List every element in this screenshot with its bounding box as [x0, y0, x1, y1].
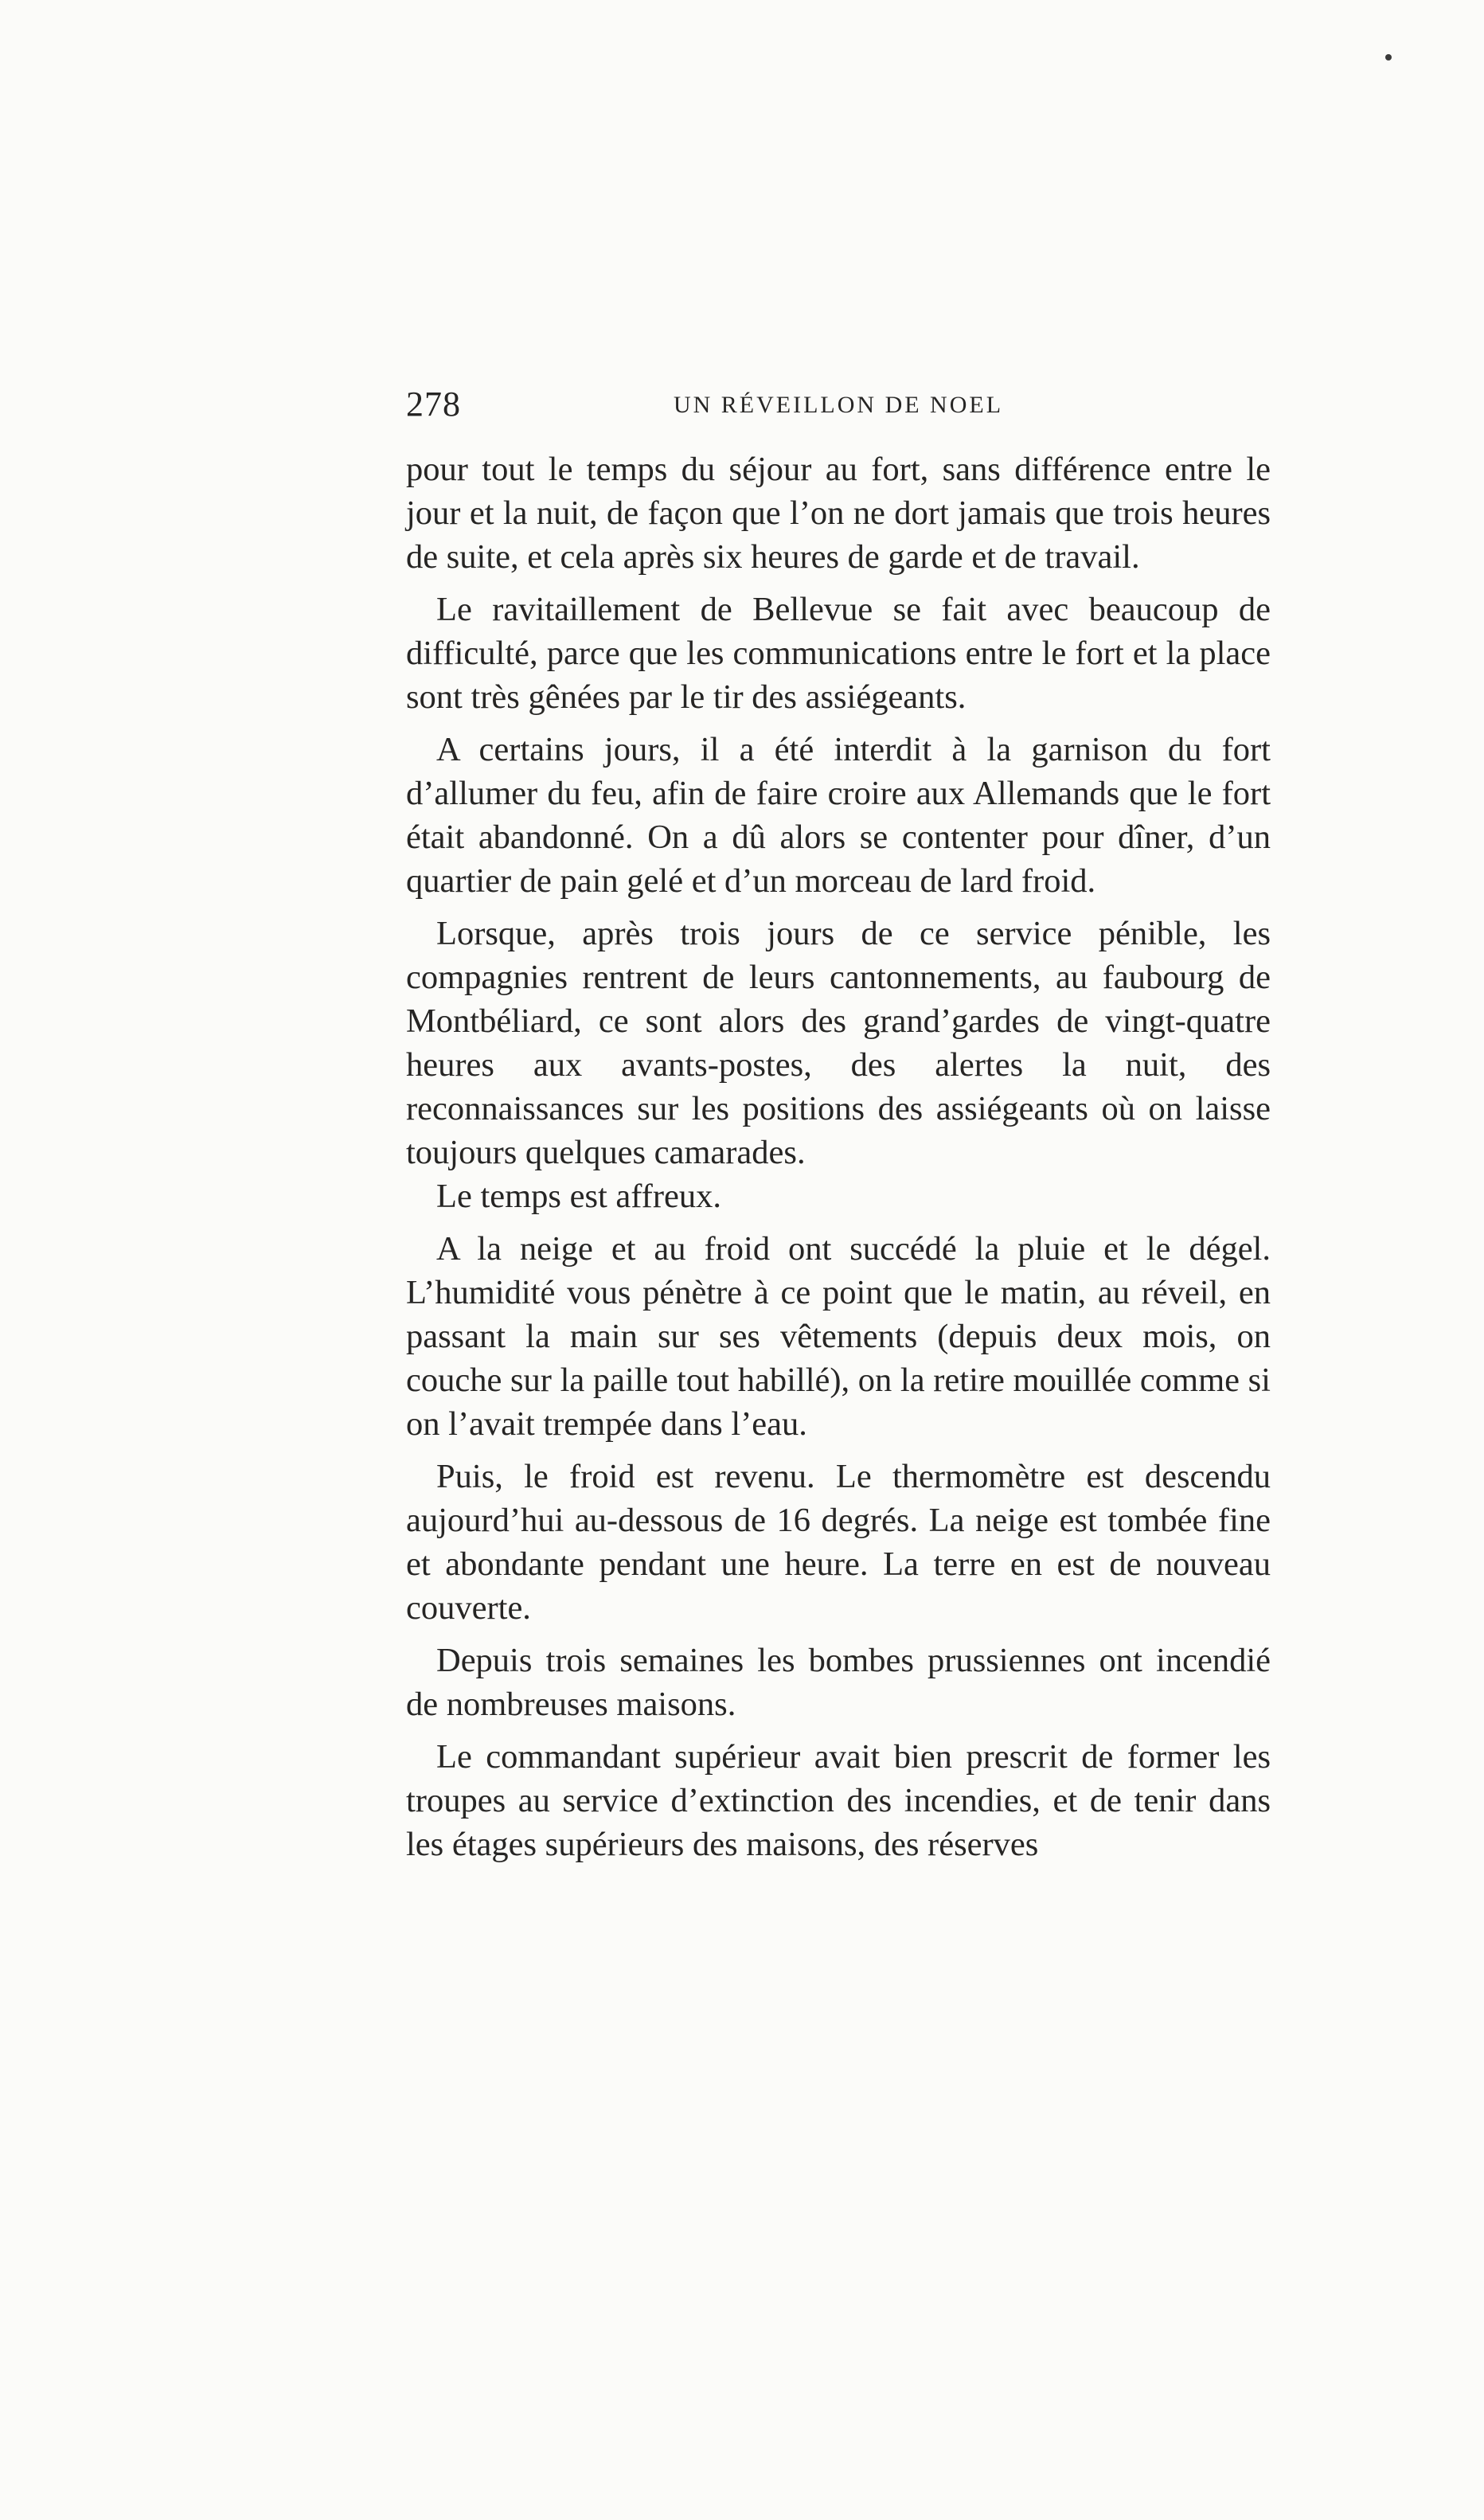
paragraph: Le temps est affreux.: [436, 1178, 721, 1215]
paragraph: A certains jours, il a été interdit à la garnison du fort d’allumer du feu, afin de faire croire aux Allemands que le fort était abandonné. On a dû alors se contenter pour dîner, d’un quartier de pain gelé et d’un morceau de lard froid.: [406, 731, 1271, 900]
paragraph: Le commandant supérieur avait bien prescrit de former les troupes au service d’extinction des incendies, et de tenir dans les étages supérieurs des maisons, des réserves: [406, 1738, 1271, 1863]
paragraph: Depuis trois semaines les bombes prussiennes ont incendié de nombreuses maisons.: [406, 1642, 1271, 1723]
page-header: [406, 381, 1271, 428]
paragraph: Lorsque, après trois jours de ce service pénible, les compagnies rentrent de leurs cantonnements, au faubourg de Montbéliard, ce sont alors des grand’gardes de vingt-quatre heures aux avants-postes, des alertes la nuit, des reconnaissances sur les positions des assiégeants où on laisse toujours quelques camarades.: [406, 915, 1271, 1171]
running-title: UN RÉVEILLON DE NOEL: [673, 392, 1004, 418]
page-speck: [1385, 54, 1392, 61]
page-number: 278: [406, 385, 461, 424]
paragraph: Le ravitaillement de Bellevue se fait avec beaucoup de difficulté, parce que les communications entre le fort et la place sont très gênées par le tir des assiégeants.: [406, 591, 1271, 716]
paragraph: A la neige et au froid ont succédé la pluie et le dégel. L’humidité vous pénètre à ce point que le matin, au réveil, en passant la main sur ses vêtements (depuis deux mois, on couche sur la paille tout habillé), on la retire mouillée comme si on l’avait trempée dans l’eau.: [406, 1230, 1271, 1443]
paragraph: Puis, le froid est revenu. Le thermomètre est descendu aujourd’hui au-dessous de 16 degrés. La neige est tombée fine et abondante pendant une heure. La terre en est de nouveau couverte.: [406, 1458, 1271, 1627]
paragraph: pour tout le temps du séjour au fort, sans différence entre le jour et la nuit, de façon que l’on ne dort jamais que trois heures de suite, et cela après six heures de garde et de travail.: [406, 451, 1271, 576]
body-text: [406, 447, 1271, 1866]
